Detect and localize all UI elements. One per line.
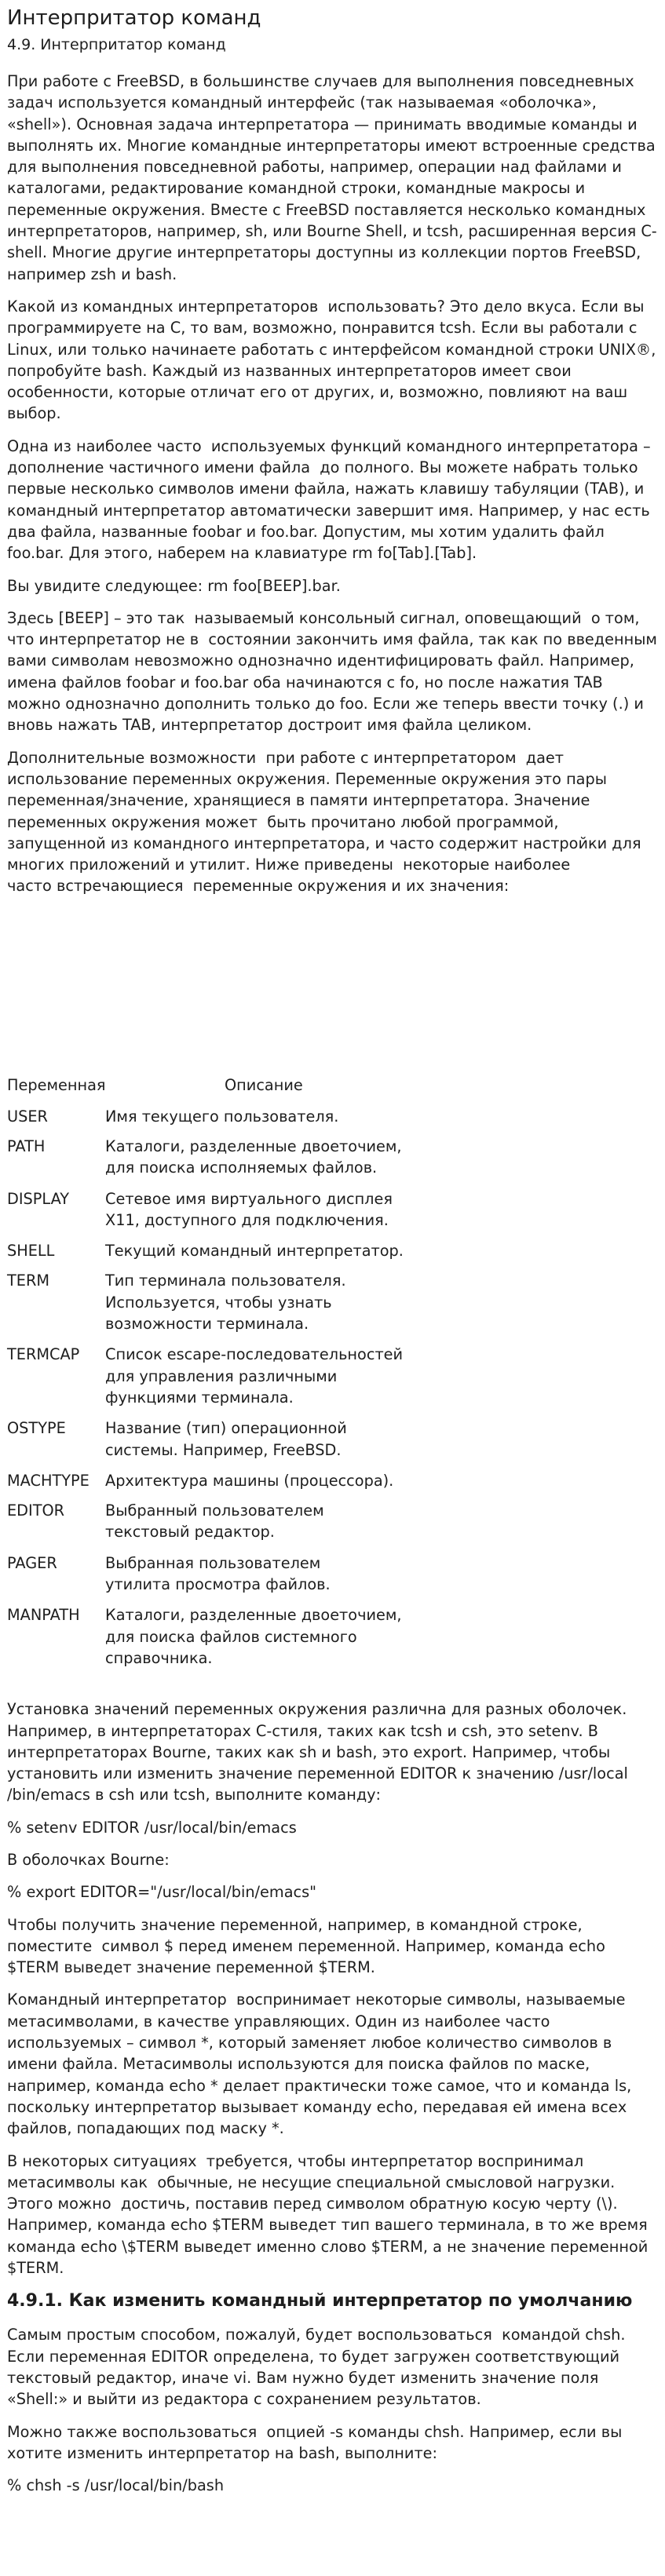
variable-name: DISPLAY	[7, 1189, 70, 1208]
paragraph-chsh-s: Можно также воспользоваться опцией -s команды chsh. Например, если вы хотите изменить интерпретатор на bash, выполните:	[7, 2422, 627, 2462]
variable-description: Тип терминала пользователя. Используется, чтобы узнать возможности терминала.	[105, 1272, 346, 1334]
section-subtitle: 4.9. Интерпритатор команд	[7, 36, 226, 53]
paragraph-env-intro: Дополнительные возможности при работе с интерпретатором дает использование переменных окружения. Переменные окружения это пары переменная/значение, хранящиеся в памяти интерпретатора. Значение переменных окружения может быть прочитано любой программой, запущенной из командного интерпретатора, и часто содержит настройки для многих приложений и утилит. Ниже приведены некоторые наиболее часто встречающиеся переменные окружения и их значения:	[7, 748, 641, 896]
command-setenv: % setenv EDITOR /usr/local/bin/emacs	[7, 1818, 297, 1837]
variable-name: PAGER	[7, 1553, 57, 1572]
variable-description: Выбранная пользователем утилита просмотра файлов.	[105, 1553, 331, 1594]
table-row	[7, 1136, 658, 1179]
paragraph-choice: Какой из командных интерпретаторов использовать? Это дело вкуса. Если вы программируете на C, то вам, возможно, понравится tcsh. Если вы работали с Linux, или только начинаете работать с интерфейсом командной строки UNIX®, попробуйте bash. Каждый из названных интерпретаторов имеет свои особенности, которые отличат его от других, и, возможно, повлияют на ваш выбор.	[7, 297, 661, 423]
variable-name: MACHTYPE	[7, 1471, 90, 1490]
table-row	[7, 1240, 658, 1261]
variable-description: Название (тип) операционной системы. Например, FreeBSD.	[105, 1419, 347, 1459]
paragraph-bourne: В оболочках Bourne:	[7, 1851, 170, 1869]
table-row	[7, 1344, 658, 1408]
command-chsh: % chsh -s /usr/local/bin/bash	[7, 2476, 225, 2495]
paragraph-intro: При работе с FreeBSD, в большинстве случаев для выполнения повседневных задач используется командный интерфейс (так называемая «оболочка», «shell»). Основная задача интерпретатора — принимать вводимые команды и выполнять их. Многие командные интерпретаторы имеют встроенные средства для выполнения повседневной работы, например, операции над файлами и каталогами, редактирование командной строки, командные макросы и переменные окружения. Вместе с FreeBSD поставляется несколько командных интерпретаторов, например, sh, или Bourne Shell, и tcsh, расширенная версия C-shell. Многие другие интерпретаторы доступны из коллекции портов FreeBSD, например zsh и bash.	[7, 72, 660, 283]
paragraph-metachars: Командный интерпретатор воспринимает некоторые символы, называемые метасимволами, в качестве управляющих. Один из наиболее часто используемых – символ *, который заменяет любое количество символов в имени файла. Метасимволы используются для поиска файлов по маске, например, команда echo * делает практически тоже самое, что и команда ls, поскольку интерпретатор вызывает команду echo, передавая ей имена всех файлов, попадающих под маску *.	[7, 1990, 637, 2138]
command-export: % export EDITOR="/usr/local/bin/emacs"	[7, 1883, 317, 1902]
paragraph-escape: В некоторых ситуациях требуется, чтобы интерпретатор воспринимал метасимволы как обычные, не несущие специальной смысловой нагрузки. Этого можно достичь, поставив перед символом обратную косую черту (\). Например, команда echo $TERM выведет тип вашего терминала, в то же время команда echo \$TERM выведет именно слово $TERM, а не значение переменной $TERM.	[7, 2151, 653, 2278]
variable-description: Каталоги, разделенные двоеточием, для поиска файлов системного справочника.	[105, 1606, 402, 1667]
blank-space	[7, 908, 658, 1059]
table-row	[7, 1500, 658, 1543]
variable-name: SHELL	[7, 1242, 55, 1261]
variable-name: USER	[7, 1107, 48, 1126]
variable-name: EDITOR	[7, 1501, 65, 1520]
table-row	[7, 1553, 658, 1596]
variable-name: OSTYPE	[7, 1419, 66, 1438]
variable-description: Каталоги, разделенные двоеточием, для поиска исполняемых файлов.	[105, 1137, 402, 1177]
paragraph-beep-explanation: Здесь [BEEP] – это так называемый консольный сигнал, оповещающий о том, что интерпретатор не в состоянии закончить имя файла, так как по введенным вами символам невозможно однозначно идентифицировать файл. Например, имена файлов foobar и foo.bar оба начинаются с fo, но после нажатия TAB можно однозначно дополнить только до foo. Если же теперь ввести точку (.) и вновь нажать TAB, интерпретатор достроит имя файла целиком.	[7, 608, 663, 735]
variable-description: Список escape-последовательностей для управления различными функциями терминала.	[105, 1345, 404, 1407]
paragraph-get-value: Чтобы получить значение переменной, например, в командной строке, поместите символ $ перед именем переменной. Например, команда echo $TERM выведет значение переменной $TERM.	[7, 1915, 611, 1977]
env-variables-table	[7, 1075, 658, 1669]
table-row	[7, 1270, 658, 1334]
header-description: Описание	[225, 1075, 303, 1094]
table-row	[7, 1470, 658, 1491]
variable-description: Архитектура машины (процессора).	[105, 1471, 394, 1490]
variable-name: MANPATH	[7, 1606, 80, 1625]
variable-description: Сетевое имя виртуального дисплея X11, доступного для подключения.	[105, 1189, 393, 1229]
variable-name: PATH	[7, 1137, 46, 1155]
table-row	[7, 1188, 658, 1231]
section-heading: 4.9.1. Как изменить командный интерпретатор по умолчанию	[7, 2291, 633, 2311]
variable-description: Выбранный пользователем текстовый редактор.	[105, 1501, 324, 1542]
variable-description: Имя текущего пользователя.	[105, 1107, 339, 1126]
variable-description: Текущий командный интерпретатор.	[105, 1242, 404, 1261]
table-header	[7, 1075, 658, 1098]
paragraph-completion: Одна из наиболее часто используемых функций командного интерпретатора – дополнение частичного имени файла до полного. Вы можете набрать только первые несколько символов имени файла, нажать клавишу табуляции (TAB), и командный интерпретатор автоматически завершит имя. Например, у нас есть два файла, названные foobar и foo.bar. Допустим, мы хотим удалить файл foo.bar. Для этого, наберем на клавиатуре rm fo[Tab].[Tab].	[7, 436, 656, 563]
variable-name: TERM	[7, 1272, 49, 1290]
table-row	[7, 1418, 658, 1461]
header-variable: Переменная	[7, 1075, 106, 1094]
paragraph-beep-output: Вы увидите следующее: rm foo[BEEP].bar.	[7, 576, 341, 595]
table-row	[7, 1106, 658, 1127]
gap	[7, 1669, 658, 1698]
page-title: Интерпритатор команд	[7, 6, 261, 30]
paragraph-setting-vars: Установка значений переменных окружения различна для разных оболочек. Например, в интерпретаторах C-стиля, таких как tcsh и csh, это setenv. В интерпретаторах Bourne, таких как sh и bash, это export. Например, чтобы установить или изменить значение переменной EDITOR к значению /usr/local /bin/emacs в csh или tcsh, выполните команду:	[7, 1700, 634, 1804]
variable-name: TERMCAP	[7, 1345, 80, 1364]
paragraph-chsh: Самым простым способом, пожалуй, будет воспользоваться командой chsh. Если переменная EDITOR определена, то будет загружен соответствующий текстовый редактор, иначе vi. Вам нужно будет изменить значение поля «Shell:» и выйти из редактора с сохранением результатов.	[7, 2326, 630, 2409]
table-row	[7, 1604, 658, 1669]
